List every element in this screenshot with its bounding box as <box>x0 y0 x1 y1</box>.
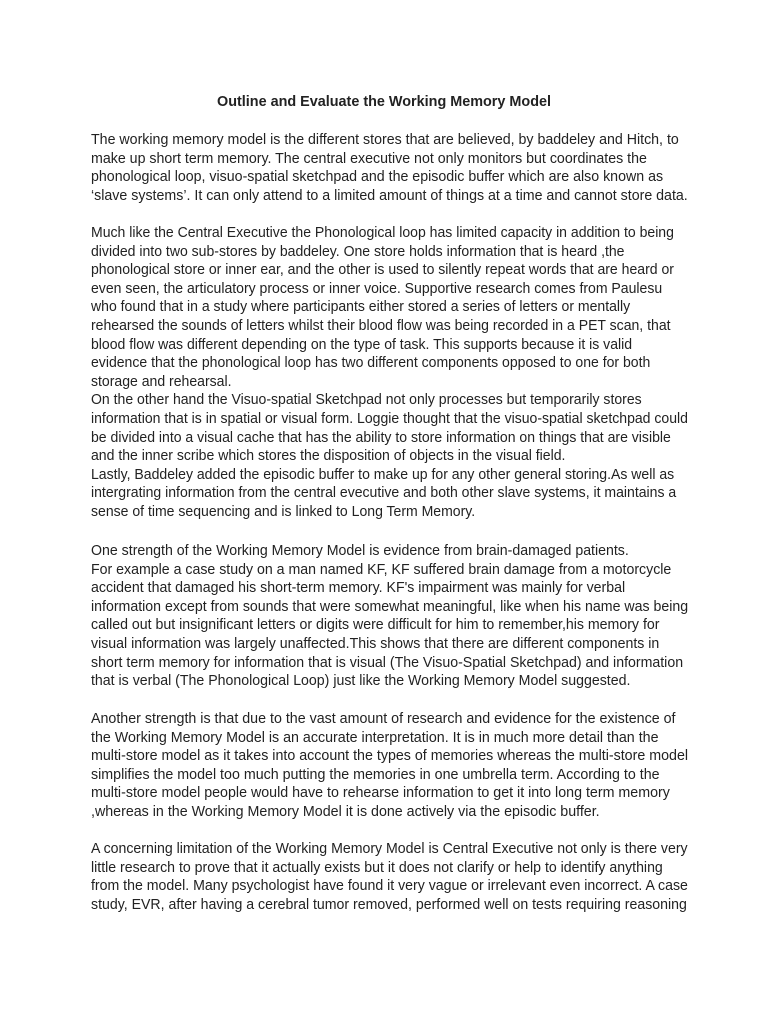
text-line: the Working Memory Model is an accurate interpretation. It is in much more detail than the <box>91 729 659 746</box>
text-line: blood flow was different depending on the type of task. This supports because it is valid <box>91 336 633 353</box>
document-title: Outline and Evaluate the Working Memory Model <box>217 94 551 110</box>
text-line: be divided into a visual cache that has the ability to store information on things that are visible <box>91 429 671 446</box>
text-line: little research to prove that it actually exists but it does not clarify or help to identify anything <box>91 859 663 876</box>
paragraph-intro <box>91 131 696 205</box>
text-line: Much like the Central Executive the Phonological loop has limited capacity in addition to being <box>91 225 674 241</box>
text-line: even seen, the articulatory process or inner voice. Supportive research comes from Paulesu <box>91 280 663 297</box>
text-line: For example a case study on a man named KF, KF suffered brain damage from a motorcycle <box>91 561 672 578</box>
text-line: ,whereas in the Working Memory Model it is done actively via the episodic buffer. <box>91 803 600 820</box>
text-line: who found that in a study where participants either stored a series of letters or mentally <box>91 299 631 316</box>
text-line: ‘slave systems’. It can only attend to a limited amount of things at a time and cannot store data. <box>91 187 688 204</box>
text-line: evidence that the phonological loop has two different components opposed to one for both <box>91 355 651 372</box>
text-line: information that is in spatial or visual form. Loggie thought that the visuo-spatial sketchpad could <box>91 410 688 427</box>
text-line: accident that damaged his short-term memory. KF's impairment was mainly for verbal <box>91 580 626 597</box>
paragraph-limitation <box>91 840 699 914</box>
text-line: storage and rehearsal. <box>91 373 232 390</box>
text-line: that is verbal (The Phonological Loop) just like the Working Memory Model suggested. <box>91 673 631 690</box>
text-line: phonological loop, visuo-spatial sketchpad and the episodic buffer which are also known as <box>91 169 664 186</box>
text-line: and the inner scribe which stores the disposition of objects in the visual field. <box>91 448 566 465</box>
text-line: information except from sounds that were somewhat meaningful, like when his name was being <box>91 598 689 615</box>
text-line: make up short term memory. The central executive not only monitors but coordinates the <box>91 150 647 167</box>
text-line: A concerning limitation of the Working Memory Model is Central Executive not only is there very <box>91 841 688 857</box>
text-line: from the model. Many psychologist have found it very vague or irrelevant even incorrect. A case <box>91 878 688 895</box>
text-line: Another strength is that due to the vast amount of research and evidence for the existence of <box>91 711 676 727</box>
text-line: sense of time sequencing and is linked to Long Term Memory. <box>91 503 476 520</box>
text-line: visual information was largely unaffected.This shows that there are different components in <box>91 635 660 652</box>
text-line: divided into two sub-stores by baddeley. One store holds information that is heard ,the <box>91 243 625 260</box>
paragraph-components <box>91 224 703 522</box>
text-line: One strength of the Working Memory Model is evidence from brain-damaged patients. <box>91 543 629 559</box>
text-line: called out but insignificant letters or digits were difficult for him to remember,his memory for <box>91 617 660 634</box>
text-line: multi-store model people would have to rehearse information to get it into long term memory <box>91 785 670 802</box>
paragraph-strength-research <box>91 710 694 822</box>
text-line: Lastly, Baddeley added the episodic buffer to make up for any other general storing.As well as <box>91 466 675 483</box>
text-line: multi-store model as it takes into account the types of memories whereas the multi-store model <box>91 748 689 765</box>
paragraph-strength-brain-damage <box>91 542 698 691</box>
text-line: intergrating information from the central evecutive and both other slave systems, it maintains a <box>91 485 677 502</box>
text-line: short term memory for information that is visual (The Visuo-Spatial Sketchpad) and information <box>91 654 684 671</box>
text-line: phonological store or inner ear, and the other is used to silently repeat words that are heard or <box>91 262 674 279</box>
text-line: The working memory model is the different stores that are believed, by baddeley and Hitch, to <box>91 132 679 148</box>
text-line: simplifies the model too much putting the memories in one umbrella term. According to the <box>91 766 660 783</box>
text-line: On the other hand the Visuo-spatial Sketchpad not only processes but temporarily stores <box>91 392 642 409</box>
text-line: study, EVR, after having a cerebral tumor removed, performed well on tests requiring reasoning <box>91 896 687 913</box>
text-line: rehearsed the sounds of letters whilst their blood flow was being recorded in a PET scan, that <box>91 317 671 334</box>
